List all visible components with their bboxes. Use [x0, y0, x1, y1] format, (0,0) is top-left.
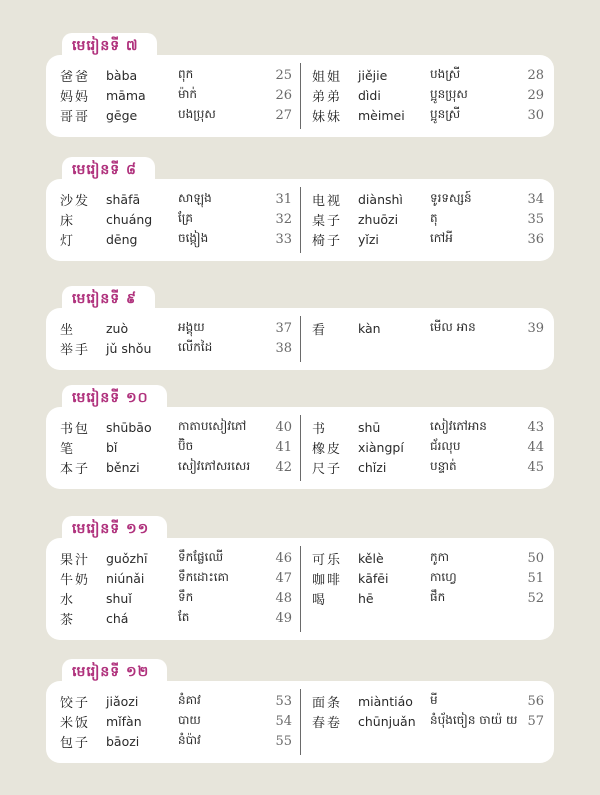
- vocabulary-column-left: [60, 417, 292, 477]
- lesson-title: មេរៀនទី ១០: [72, 389, 149, 406]
- vocabulary-entry: [312, 437, 544, 457]
- vocabulary-entry: [60, 318, 292, 338]
- lesson-tab: [62, 286, 155, 312]
- khmer-translation: មី: [430, 693, 438, 707]
- vocabulary-entry: [60, 548, 292, 568]
- pinyin: miàntiáo: [358, 693, 413, 709]
- entry-number: 45: [527, 459, 544, 475]
- khmer-translation: ទូរទស្សន៍: [430, 191, 472, 205]
- lesson-tab: [62, 157, 155, 183]
- vocabulary-entry: [60, 568, 292, 588]
- vocabulary-column-right: [312, 417, 544, 477]
- chinese-word: 灯: [60, 233, 76, 249]
- vocabulary-column-right: [312, 189, 544, 249]
- pinyin: gēge: [106, 107, 138, 123]
- lesson-title: មេរៀនទី ១១: [72, 520, 150, 537]
- khmer-translation: សាឡុង: [178, 191, 212, 205]
- pinyin: běnzi: [106, 459, 140, 475]
- entry-number: 31: [275, 191, 292, 207]
- entry-number: 28: [527, 67, 544, 83]
- pinyin: shuǐ: [106, 590, 132, 606]
- lesson-tab: [62, 385, 167, 411]
- entry-number: 54: [275, 713, 292, 729]
- pinyin: bǐ: [106, 439, 118, 455]
- lesson-title: មេរៀនទី ៨: [72, 161, 137, 178]
- vocabulary-column-left: [60, 691, 292, 751]
- pinyin: chūnjuǎn: [358, 713, 416, 729]
- entry-number: 57: [527, 713, 544, 729]
- chinese-word: 包子: [60, 735, 91, 751]
- entry-number: 25: [275, 67, 292, 83]
- chinese-word: 本子: [60, 461, 91, 477]
- vocabulary-entry: [60, 608, 292, 628]
- chinese-word: 茶: [60, 612, 76, 628]
- lesson-tab: [62, 659, 167, 685]
- khmer-translation: សៀវភៅសរសេរ: [178, 459, 251, 473]
- pinyin: chá: [106, 610, 129, 626]
- vocabulary-entry: [60, 65, 292, 85]
- chinese-word: 水: [60, 592, 76, 608]
- pinyin: guǒzhī: [106, 550, 148, 566]
- vocabulary-column-right: [312, 548, 544, 608]
- vocabulary-entry: [312, 229, 544, 249]
- chinese-word: 咖啡: [312, 572, 343, 588]
- lesson-section: [46, 516, 554, 640]
- pinyin: jǔ shǒu: [106, 340, 152, 356]
- pinyin: diànshì: [358, 191, 403, 207]
- chinese-word: 桌子: [312, 213, 343, 229]
- khmer-translation: បងប្រុស: [178, 107, 216, 121]
- vocabulary-entry: [60, 189, 292, 209]
- entry-number: 56: [527, 693, 544, 709]
- entry-number: 52: [527, 590, 544, 606]
- entry-number: 50: [527, 550, 544, 566]
- vocabulary-card: [46, 681, 554, 763]
- lesson-section: [46, 33, 554, 137]
- pinyin: zhuōzi: [358, 211, 399, 227]
- entry-number: 26: [275, 87, 292, 103]
- pinyin: jiǎozi: [106, 693, 139, 709]
- entry-number: 48: [275, 590, 292, 606]
- khmer-translation: ពុក: [178, 67, 194, 81]
- entry-number: 55: [275, 733, 292, 749]
- khmer-translation: កាតាបសៀវភៅ: [178, 419, 247, 433]
- khmer-translation: លើកដៃ: [178, 340, 213, 354]
- vocabulary-entry: [60, 417, 292, 437]
- khmer-translation: ចង្កៀង: [178, 231, 209, 245]
- vocabulary-entry: [60, 85, 292, 105]
- column-divider: [300, 63, 301, 129]
- chinese-word: 米饭: [60, 715, 91, 731]
- entry-number: 40: [275, 419, 292, 435]
- chinese-word: 电视: [312, 193, 343, 209]
- khmer-translation: នំគាវ: [178, 693, 201, 707]
- chinese-word: 牛奶: [60, 572, 91, 588]
- khmer-translation: នំប៉ាវ: [178, 733, 201, 747]
- entry-number: 29: [527, 87, 544, 103]
- chinese-word: 果汁: [60, 552, 91, 568]
- vocabulary-entry: [312, 65, 544, 85]
- khmer-translation: កាហ្វេ: [430, 570, 457, 584]
- khmer-translation: ប្អូនប្រុស: [430, 87, 468, 101]
- chinese-word: 春卷: [312, 715, 343, 731]
- chinese-word: 饺子: [60, 695, 91, 711]
- chinese-word: 橡皮: [312, 441, 343, 457]
- vocabulary-entry: [60, 457, 292, 477]
- pinyin: kàn: [358, 320, 381, 336]
- chinese-word: 爸爸: [60, 69, 91, 85]
- pinyin: dìdi: [358, 87, 381, 103]
- lesson-title: មេរៀនទី ១២: [72, 663, 150, 680]
- khmer-translation: ផឹក: [430, 590, 446, 604]
- column-divider: [300, 689, 301, 755]
- chinese-word: 笔: [60, 441, 76, 457]
- khmer-translation: បងស្រី: [430, 67, 461, 81]
- chinese-word: 妈妈: [60, 89, 91, 105]
- vocabulary-entry: [60, 229, 292, 249]
- vocabulary-entry: [60, 338, 292, 358]
- chinese-word: 举手: [60, 342, 91, 358]
- khmer-translation: អង្គុយ: [178, 320, 205, 334]
- entry-number: 43: [527, 419, 544, 435]
- vocabulary-entry: [60, 691, 292, 711]
- khmer-translation: ប៊ិច: [178, 439, 194, 453]
- vocabulary-entry: [312, 189, 544, 209]
- chinese-word: 床: [60, 213, 76, 229]
- vocabulary-column-right: [312, 691, 544, 731]
- entry-number: 34: [527, 191, 544, 207]
- chinese-word: 喝: [312, 592, 328, 608]
- chinese-word: 姐姐: [312, 69, 343, 85]
- entry-number: 44: [527, 439, 544, 455]
- pinyin: mèimei: [358, 107, 405, 123]
- entry-number: 39: [527, 320, 544, 336]
- khmer-translation: តុ: [430, 211, 438, 225]
- lesson-title: មេរៀនទី ៩: [72, 290, 137, 307]
- lesson-section: [46, 286, 554, 370]
- vocabulary-column-left: [60, 318, 292, 358]
- lesson-section: [46, 385, 554, 489]
- khmer-translation: ជ័រលុប: [430, 439, 461, 453]
- pinyin: jiějie: [358, 67, 388, 83]
- entry-number: 47: [275, 570, 292, 586]
- chinese-word: 妹妹: [312, 109, 343, 125]
- vocabulary-entry: [60, 105, 292, 125]
- khmer-translation: តែ: [178, 610, 190, 624]
- khmer-translation: ម៉ាក់: [178, 87, 198, 101]
- pinyin: hē: [358, 590, 374, 606]
- vocabulary-entry: [312, 691, 544, 711]
- pinyin: shū: [358, 419, 381, 435]
- chinese-word: 哥哥: [60, 109, 91, 125]
- vocabulary-card: [46, 538, 554, 640]
- vocabulary-card: [46, 308, 554, 370]
- vocabulary-column-right: [312, 318, 544, 338]
- khmer-translation: ទឹកផ្លែឈើ: [178, 550, 224, 564]
- pinyin: kāfēi: [358, 570, 389, 586]
- entry-number: 36: [527, 231, 544, 247]
- khmer-translation: ប្អូនស្រី: [430, 107, 461, 121]
- vocabulary-column-left: [60, 189, 292, 249]
- chinese-word: 椅子: [312, 233, 343, 249]
- vocabulary-entry: [312, 457, 544, 477]
- pinyin: chuáng: [106, 211, 153, 227]
- entry-number: 38: [275, 340, 292, 356]
- vocabulary-card: [46, 179, 554, 261]
- vocabulary-entry: [312, 568, 544, 588]
- chinese-word: 可乐: [312, 552, 343, 568]
- pinyin: kělè: [358, 550, 384, 566]
- vocabulary-entry: [60, 437, 292, 457]
- chinese-word: 尺子: [312, 461, 343, 477]
- column-divider: [300, 546, 301, 632]
- pinyin: chǐzi: [358, 459, 387, 475]
- pinyin: shūbāo: [106, 419, 152, 435]
- chinese-word: 看: [312, 322, 328, 338]
- vocabulary-entry: [60, 711, 292, 731]
- lesson-section: [46, 157, 554, 261]
- khmer-translation: ទឹក: [178, 590, 194, 604]
- khmer-translation: មើល អាន: [430, 320, 476, 334]
- lesson-section: [46, 659, 554, 763]
- vocabulary-entry: [312, 318, 544, 338]
- khmer-translation: បន្ទាត់: [430, 459, 457, 473]
- entry-number: 42: [275, 459, 292, 475]
- lesson-tab: [62, 33, 157, 59]
- vocabulary-entry: [312, 548, 544, 568]
- pinyin: bàba: [106, 67, 138, 83]
- chinese-word: 沙发: [60, 193, 91, 209]
- vocabulary-entry: [60, 209, 292, 229]
- vocabulary-entry: [312, 711, 544, 731]
- chinese-word: 书包: [60, 421, 91, 437]
- vocabulary-entry: [312, 588, 544, 608]
- pinyin: dēng: [106, 231, 138, 247]
- vocabulary-column-right: [312, 65, 544, 125]
- khmer-translation: បាយ: [178, 713, 201, 727]
- pinyin: yǐzi: [358, 231, 379, 247]
- pinyin: xiàngpí: [358, 439, 404, 455]
- khmer-translation: សៀវភៅអាន: [430, 419, 487, 433]
- vocabulary-entry: [60, 588, 292, 608]
- entry-number: 33: [275, 231, 292, 247]
- entry-number: 30: [527, 107, 544, 123]
- column-divider: [300, 316, 301, 362]
- lesson-title: មេរៀនទី ៧: [72, 37, 139, 54]
- entry-number: 49: [275, 610, 292, 626]
- lesson-tab: [62, 516, 167, 542]
- chinese-word: 坐: [60, 322, 76, 338]
- vocabulary-column-left: [60, 548, 292, 628]
- khmer-translation: កៅអី: [430, 231, 453, 245]
- entry-number: 53: [275, 693, 292, 709]
- entry-number: 46: [275, 550, 292, 566]
- chinese-word: 弟弟: [312, 89, 343, 105]
- chinese-word: 书: [312, 421, 328, 437]
- entry-number: 35: [527, 211, 544, 227]
- khmer-translation: គ្រែ: [178, 211, 193, 225]
- entry-number: 32: [275, 211, 292, 227]
- column-divider: [300, 187, 301, 253]
- entry-number: 27: [275, 107, 292, 123]
- pinyin: bāozi: [106, 733, 140, 749]
- vocabulary-entry: [312, 417, 544, 437]
- vocabulary-entry: [312, 85, 544, 105]
- pinyin: niúnǎi: [106, 570, 145, 586]
- vocabulary-entry: [60, 731, 292, 751]
- vocabulary-entry: [312, 209, 544, 229]
- vocabulary-card: [46, 407, 554, 489]
- khmer-translation: ទឹកដោះគោ: [178, 570, 229, 584]
- column-divider: [300, 415, 301, 481]
- vocabulary-card: [46, 55, 554, 137]
- entry-number: 41: [275, 439, 292, 455]
- pinyin: zuò: [106, 320, 129, 336]
- khmer-translation: កូកា: [430, 550, 450, 564]
- entry-number: 51: [527, 570, 544, 586]
- entry-number: 37: [275, 320, 292, 336]
- pinyin: mǐfàn: [106, 713, 142, 729]
- vocabulary-column-left: [60, 65, 292, 125]
- khmer-translation: នំបុ័ងចៀន ចាយ៉ យ: [430, 713, 518, 727]
- pinyin: shāfā: [106, 191, 141, 207]
- chinese-word: 面条: [312, 695, 343, 711]
- pinyin: māma: [106, 87, 146, 103]
- vocabulary-entry: [312, 105, 544, 125]
